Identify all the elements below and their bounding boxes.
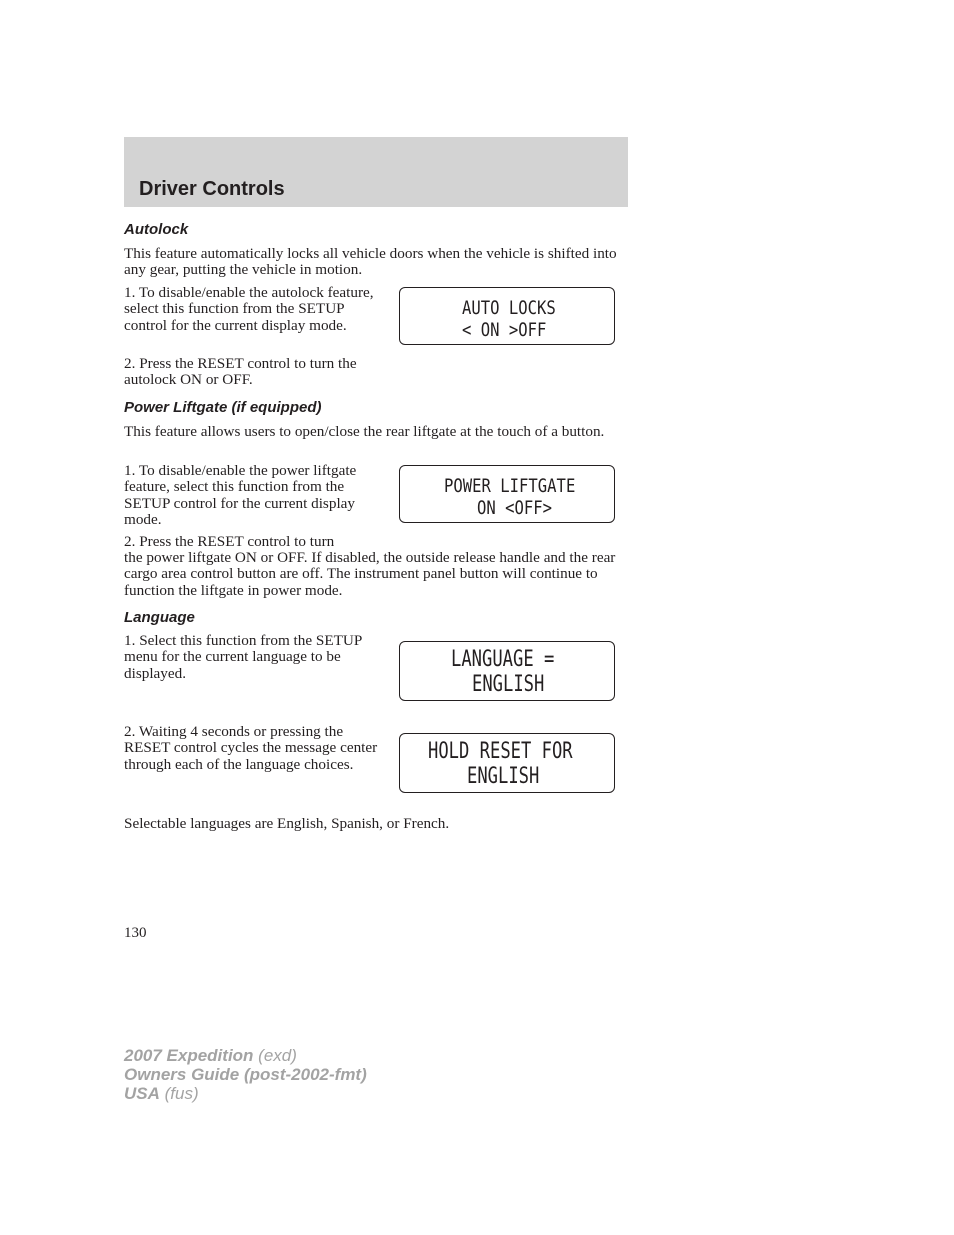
power-liftgate-heading: Power Liftgate (if equipped): [124, 399, 322, 416]
language-display-line-1: LANGUAGE =: [451, 647, 555, 672]
page-number: 130: [124, 925, 147, 941]
power-liftgate-display: [399, 465, 615, 523]
autolock-step-2: 2. Press the RESET control to turn the autolock ON or OFF.: [124, 355, 357, 389]
footer-model: 2007 Expedition: [124, 1046, 254, 1065]
hold-reset-display-line-1: HOLD RESET FOR: [428, 739, 573, 764]
language-display-line-2: ENGLISH: [472, 672, 545, 697]
language-step-2: 2. Waiting 4 seconds or pressing the RESET control cycles the message center through each of the language choices.: [124, 723, 378, 773]
autolock-step-1: 1. To disable/enable the autolock feature, select this function from the SETUP control for the current display mode.: [124, 284, 374, 334]
section-title: Driver Controls: [139, 178, 285, 200]
section-header-band: [124, 137, 628, 207]
footer-region-code: (fus): [164, 1084, 199, 1103]
autolock-heading: Autolock: [124, 221, 189, 238]
language-heading: Language: [124, 609, 195, 626]
footer-model-code: (exd): [258, 1046, 297, 1065]
footer-line-3: [124, 1084, 367, 1103]
autolock-display-line-1: AUTO LOCKS: [462, 297, 556, 319]
footer-guide: Owners Guide (post-2002-fmt): [124, 1065, 367, 1084]
autolock-display: [399, 287, 615, 345]
language-display: [399, 641, 615, 701]
autolock-display-line-2: < ON >OFF: [462, 319, 547, 341]
power-liftgate-step-2-rest: the power liftgate ON or OFF. If disabled, the outside release handle and the rear cargo area control button are off. The instrument panel button will continue to function the liftgate in power mode.: [124, 549, 616, 599]
power-liftgate-step-1: 1. To disable/enable the power liftgate feature, select this function from the SETUP control for the current display mode.: [124, 462, 357, 528]
footer-region: USA: [124, 1084, 160, 1103]
document-footer: [124, 1046, 367, 1103]
power-liftgate-step-2-start: 2. Press the RESET control to turn: [124, 533, 335, 550]
autolock-intro: This feature automatically locks all vehicle doors when the vehicle is shifted into any gear, putting the vehicle in motion.: [124, 245, 617, 279]
hold-reset-display-line-2: ENGLISH: [467, 764, 540, 789]
power-liftgate-intro: This feature allows users to open/close the rear liftgate at the touch of a button.: [124, 423, 605, 440]
footer-line-2: [124, 1065, 367, 1084]
power-liftgate-display-line-2: ON <OFF>: [477, 497, 553, 519]
language-note: Selectable languages are English, Spanish, or French.: [124, 815, 450, 832]
footer-line-1: [124, 1046, 367, 1065]
hold-reset-display: [399, 733, 615, 793]
power-liftgate-display-line-1: POWER LIFTGATE: [444, 475, 576, 497]
language-step-1: 1. Select this function from the SETUP menu for the current language to be displayed.: [124, 632, 362, 682]
